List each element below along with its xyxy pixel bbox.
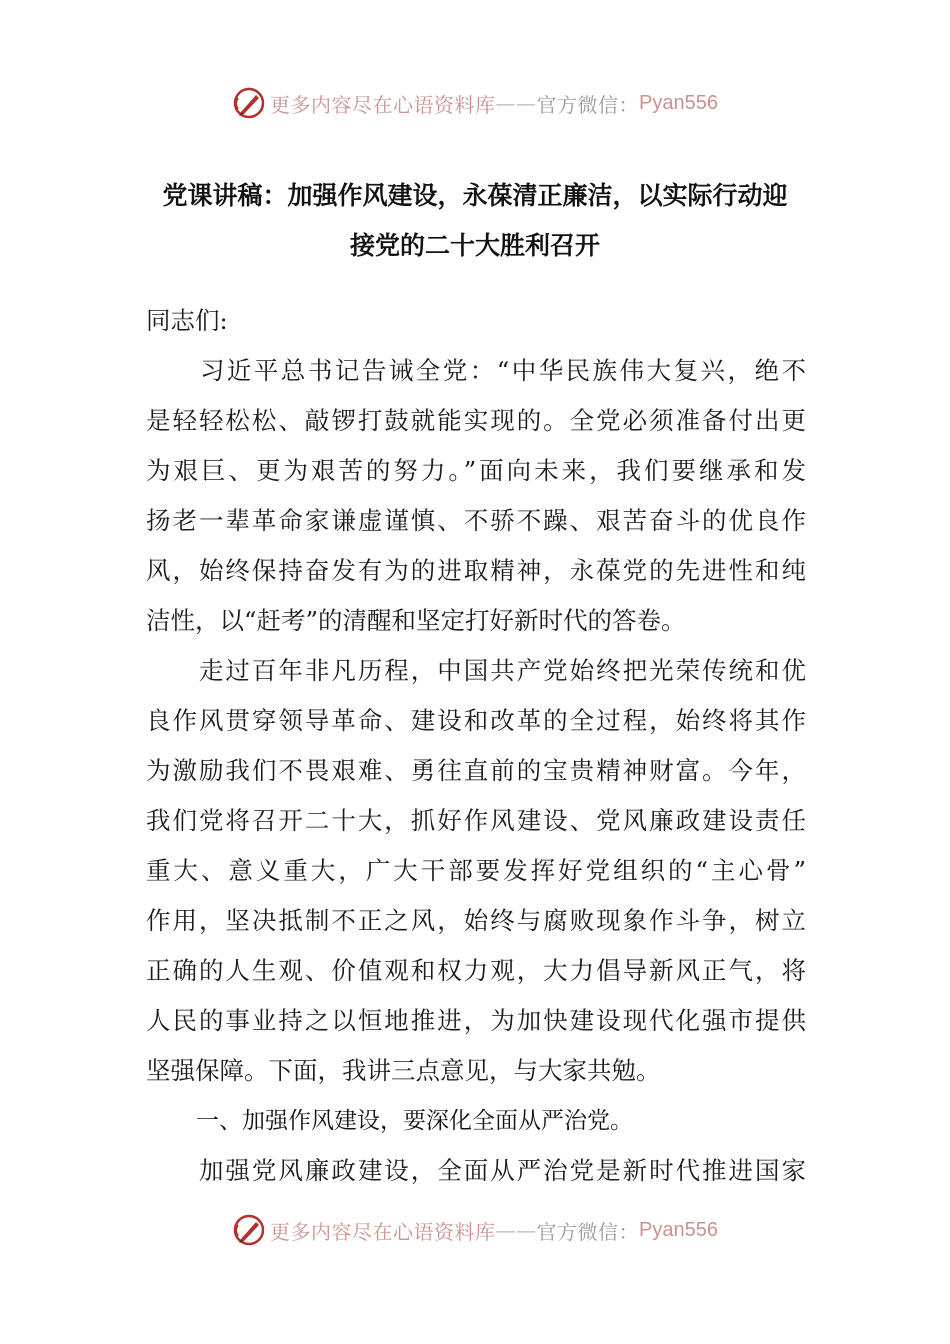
section-heading-1: 一、加强作风建设，要深化全面从严治党。 (196, 1108, 633, 1134)
document-title-line-2: 接党的二十大胜利召开 (349, 231, 600, 260)
paragraph-line: 扬老一辈革命家谦虚谨慎、不骄不躁、艰苦奋斗的优良作 (146, 506, 806, 535)
pen-logo-icon (232, 1213, 266, 1247)
paragraph-line: 是轻轻松松、敲锣打鼓就能实现的。全党必须准备付出更 (146, 406, 806, 435)
watermark-label: 官方微信： (536, 1219, 640, 1244)
paragraph-line: 洁性，以“赶考”的清醒和坚定打好新时代的答卷。 (146, 606, 686, 635)
paragraph-line: 人民的事业持之以恒地推进，为加快建设现代化强市提供 (146, 1006, 806, 1035)
watermark-separator: —— (495, 1218, 537, 1242)
paragraph-line: 良作风贯穿领导革命、建设和改革的全过程，始终将其作 (146, 706, 806, 735)
paragraph-line: 为艰巨、更为艰苦的努力。”面向未来，我们要继承和发 (146, 456, 806, 485)
watermark-separator: —— (495, 91, 537, 115)
watermark-footer (0, 1210, 950, 1250)
paragraph-line: 习近平总书记告诫全党：“中华民族伟大复兴，绝不 (146, 356, 806, 385)
greeting: 同志们: (146, 306, 228, 335)
paragraph-line: 走过百年非凡历程，中国共产党始终把光荣传统和优 (146, 656, 806, 685)
paragraph-line: 风，始终保持奋发有为的进取精神，永葆党的先进性和纯 (146, 556, 806, 585)
watermark-header (0, 83, 950, 123)
pen-logo-icon (232, 86, 266, 120)
paragraph-line: 加强党风廉政建设，全面从严治党是新时代推进国家 (146, 1156, 806, 1185)
paragraph-line: 重大、意义重大，广大干部要发挥好党组织的“主心骨” (146, 856, 806, 885)
paragraph-line: 正确的人生观、价值观和权力观，大力倡导新风正气，将 (146, 956, 806, 985)
watermark-wechat-id: Pyan556 (639, 1218, 718, 1241)
watermark-text: 更多内容尽在心语资料库 (270, 92, 496, 117)
paragraph-line: 坚强保障。下面，我讲三点意见，与大家共勉。 (146, 1056, 661, 1085)
document-title-line-1: 党课讲稿：加强作风建设，永葆清正廉洁，以实际行动迎 (162, 181, 788, 210)
paragraph-line: 为激励我们不畏艰难、勇往直前的宝贵精神财富。今年， (146, 756, 806, 785)
watermark-label: 官方微信： (536, 92, 640, 117)
paragraph-line: 作用，坚决抵制不正之风，始终与腐败现象作斗争，树立 (146, 906, 806, 935)
paragraph-line: 我们党将召开二十大，抓好作风建设、党风廉政建设责任 (146, 806, 806, 835)
watermark-wechat-id: Pyan556 (639, 91, 718, 114)
watermark-text: 更多内容尽在心语资料库 (270, 1219, 496, 1244)
